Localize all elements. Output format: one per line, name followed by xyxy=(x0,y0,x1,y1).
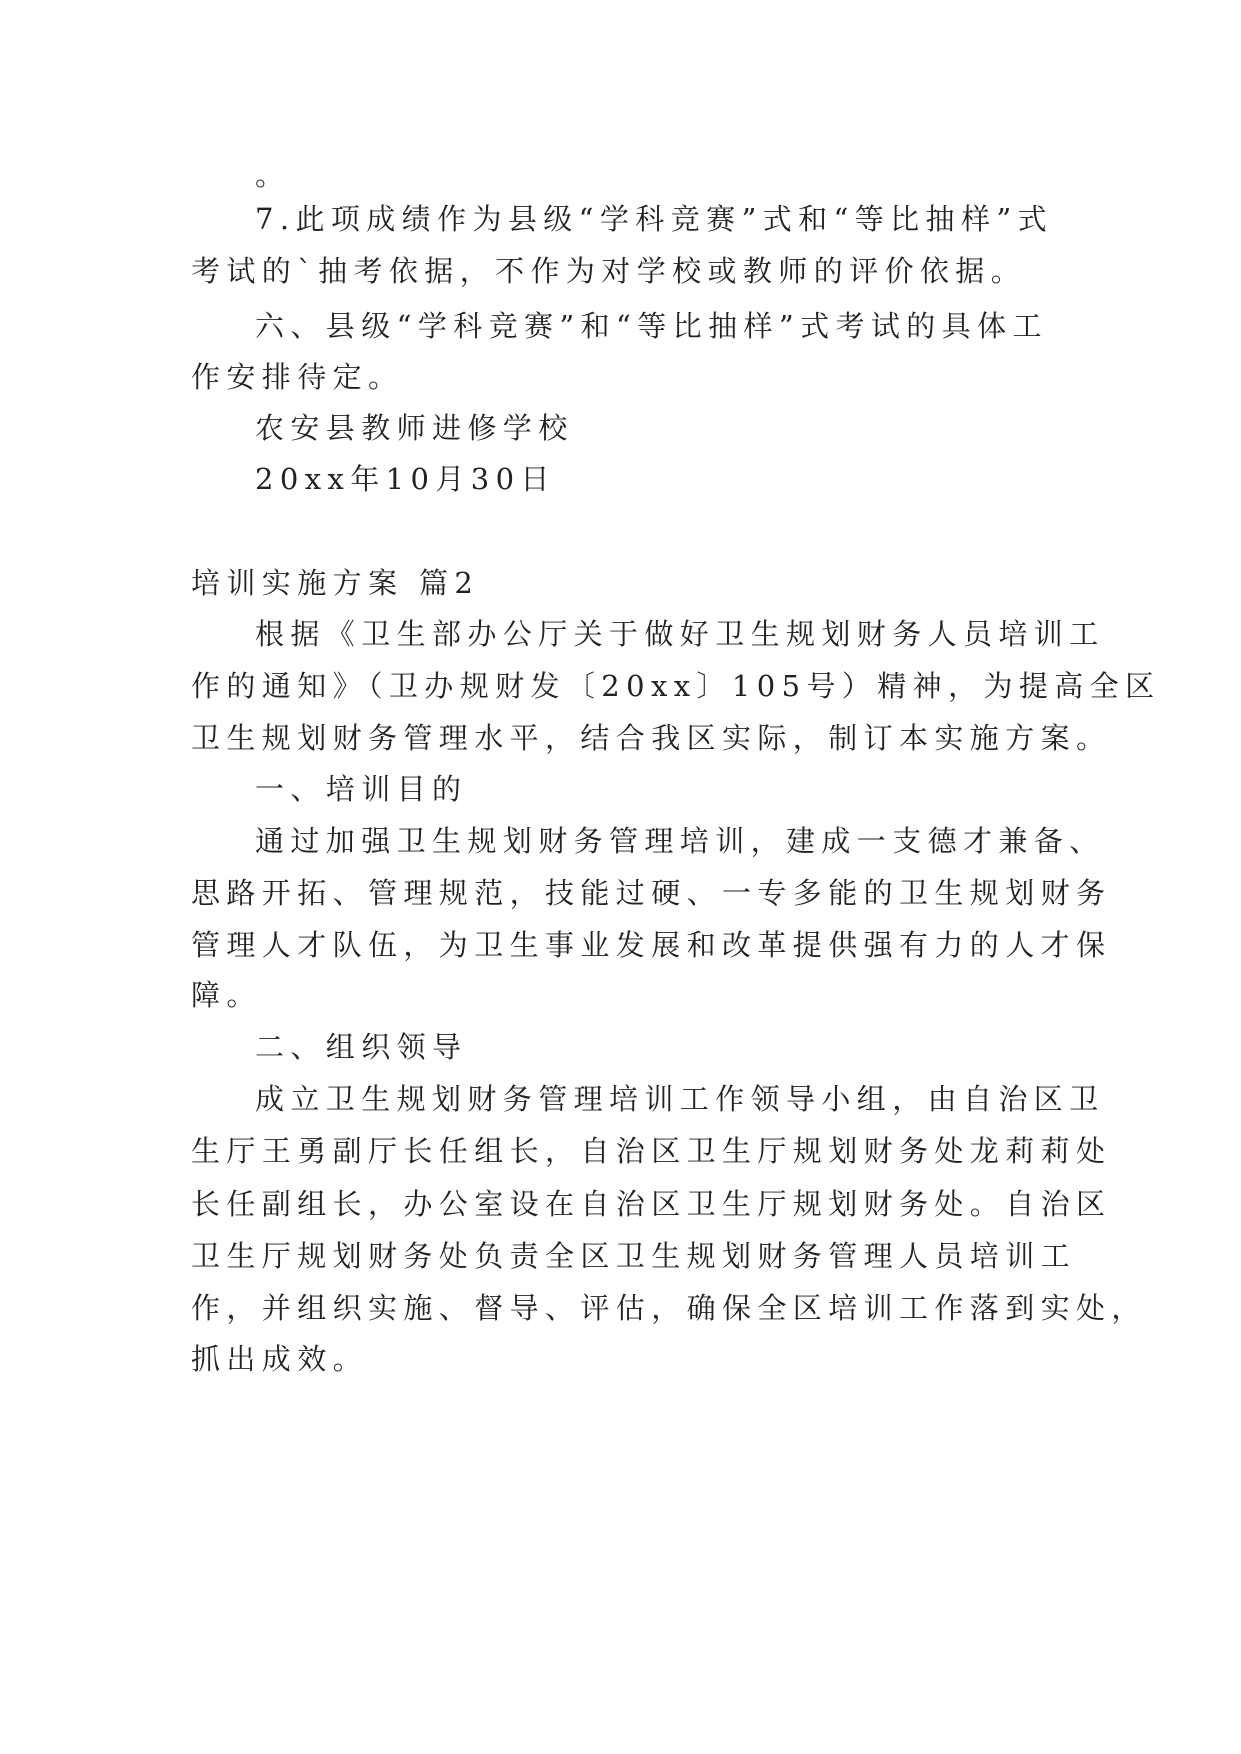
paragraph-line: 通过加强卫生规划财务管理培训，建成一支德才兼备、 xyxy=(255,824,1105,858)
paragraph-line: 根据《卫生部办公厅关于做好卫生规划财务人员培训工 xyxy=(255,617,1105,651)
document-date: 20xx年10月30日 xyxy=(255,462,556,496)
paragraph-line: 卫生厅规划财务处负责全区卫生规划财务管理人员培训工 xyxy=(191,1239,1077,1273)
organization-name: 农安县教师进修学校 xyxy=(255,411,574,445)
paragraph-line: 考试的`抽考依据，不作为对学校或教师的评价依据。 xyxy=(191,254,1027,288)
paragraph-line: 作，并组织实施、督导、评估，确保全区培训工作落到实处， xyxy=(191,1291,1147,1325)
paragraph-line: 长任副组长，办公室设在自治区卫生厅规划财务处。自治区 xyxy=(191,1187,1112,1221)
paragraph-line: 六、县级“学科竞赛”和“等比抽样”式考试的具体工 xyxy=(255,309,1048,343)
section-heading: 一、培训目的 xyxy=(255,772,468,806)
paragraph-line: 生厅王勇副厅长任组长，自治区卫生厅规划财务处龙莉莉处 xyxy=(191,1134,1112,1168)
paragraph-line: 思路开拓、管理规范，技能过硬、一专多能的卫生规划财务 xyxy=(191,876,1112,910)
paragraph-line: 成立卫生规划财务管理培训工作领导小组，由自治区卫 xyxy=(255,1082,1105,1116)
section-heading: 二、组织领导 xyxy=(255,1030,468,1064)
paragraph-line: 障。 xyxy=(191,978,262,1012)
paragraph-line: 作安排待定。 xyxy=(191,360,404,394)
section-title: 培训实施方案 篇2 xyxy=(191,566,480,600)
paragraph-line: 。 xyxy=(255,158,291,192)
paragraph-line: 作的通知》（卫办规财发〔20xx〕105号）精神，为提高全区 xyxy=(191,669,1161,703)
paragraph-line: 管理人才队伍，为卫生事业发展和改革提供强有力的人才保 xyxy=(191,928,1112,962)
paragraph-line: 7.此项成绩作为县级“学科竞赛”式和“等比抽样”式 xyxy=(255,202,1053,236)
paragraph-line: 卫生规划财务管理水平，结合我区实际，制订本实施方案。 xyxy=(191,721,1112,755)
paragraph-line: 抓出成效。 xyxy=(191,1342,369,1376)
